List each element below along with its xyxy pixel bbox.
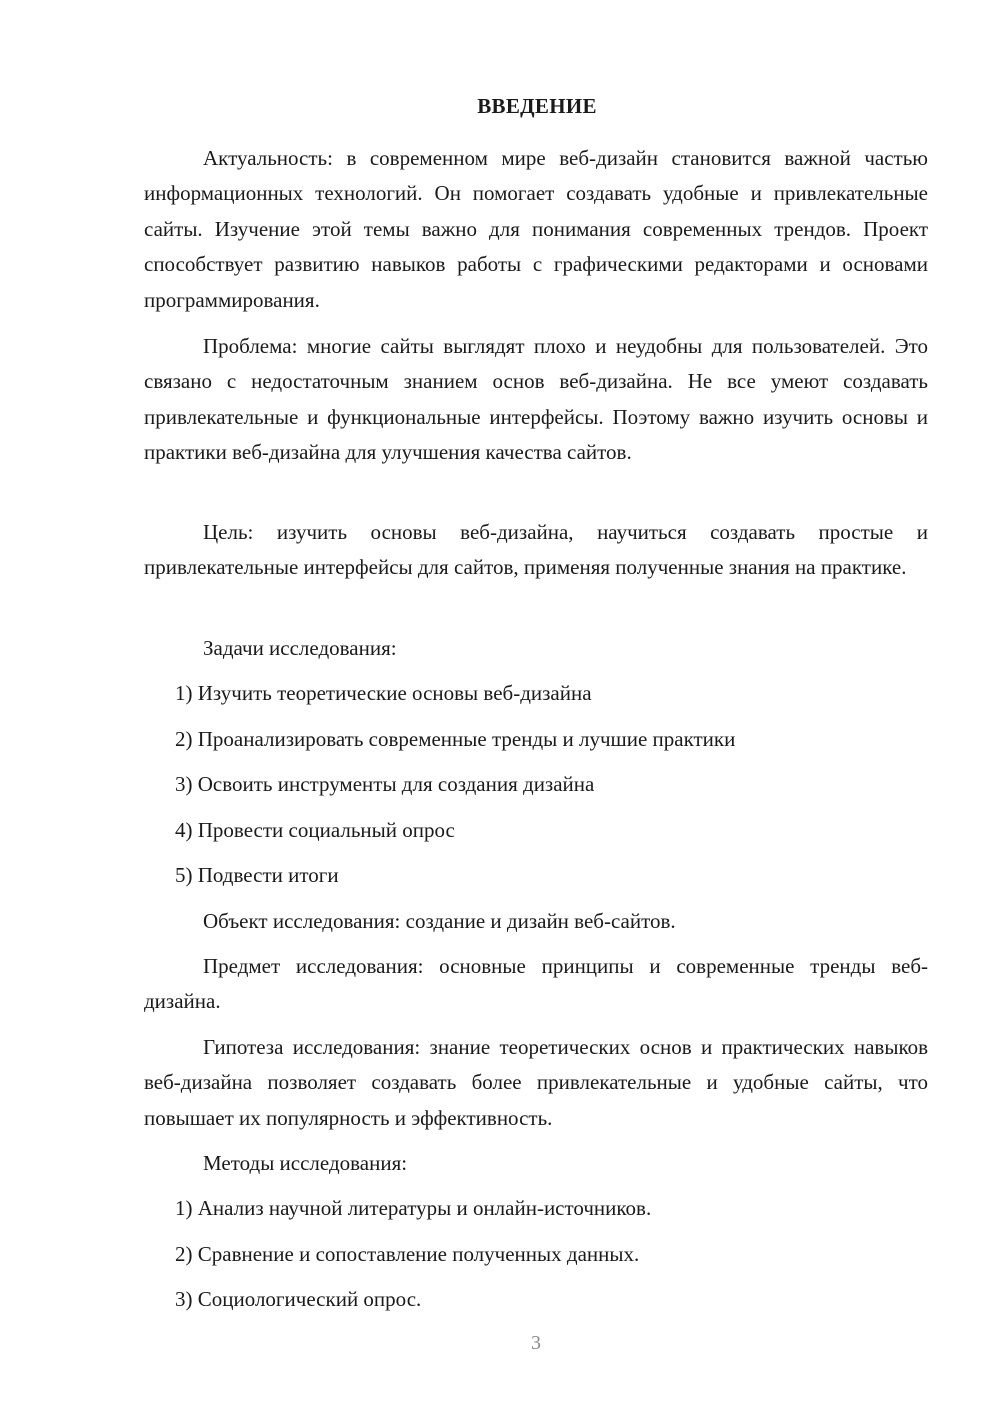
- task-item: 1) Изучить теоретические основы веб-дизайна: [175, 681, 592, 705]
- paragraph-object: Объект исследования: создание и дизайн веб-сайтов.: [203, 909, 676, 933]
- section-heading: ВВЕДЕНИЕ: [477, 94, 597, 118]
- method-item: 3) Социологический опрос.: [175, 1287, 422, 1311]
- methods-label: Методы исследования:: [203, 1151, 408, 1175]
- paragraph-goal: Цель: изучить основы веб-дизайна, научиться создавать простые и привлекательные интерфейсы для сайтов, применяя полученные знания на практике.: [144, 520, 928, 580]
- paragraph-relevance: Актуальность: в современном мире веб-дизайн становится важной частью информационных технологий. Он помогает создавать удобные и привлекательные сайты. Изучение этой темы важно для понимания современных трендов. Проект способствует развитию навыков работы с графическими редакторами и основами программирования.: [144, 146, 928, 312]
- page-number: 3: [531, 1332, 541, 1354]
- method-item: 1) Анализ научной литературы и онлайн-источников.: [175, 1196, 652, 1220]
- tasks-label: Задачи исследования:: [203, 636, 397, 660]
- task-item: 4) Провести социальный опрос: [175, 818, 455, 842]
- method-item: 2) Сравнение и сопоставление полученных данных.: [175, 1242, 640, 1266]
- paragraph-problem: Проблема: многие сайты выглядят плохо и неудобны для пользователей. Это связано с недостаточным знанием основ веб-дизайна. Не все умеют создавать привлекательные и функциональные интерфейсы. Поэтому важно изучить основы и практики веб-дизайна для улучшения качества сайтов.: [144, 334, 928, 465]
- task-item: 2) Проанализировать современные тренды и лучшие практики: [175, 727, 736, 751]
- paragraph-subject: Предмет исследования: основные принципы и современные тренды веб-дизайна.: [144, 954, 928, 1014]
- task-item: 3) Освоить инструменты для создания дизайна: [175, 772, 595, 796]
- task-item: 5) Подвести итоги: [175, 863, 339, 887]
- paragraph-hypothesis: Гипотеза исследования: знание теоретических основ и практических навыков веб-дизайна позволяет создавать более привлекательные и удобные сайты, что повышает их популярность и эффективность.: [144, 1035, 928, 1130]
